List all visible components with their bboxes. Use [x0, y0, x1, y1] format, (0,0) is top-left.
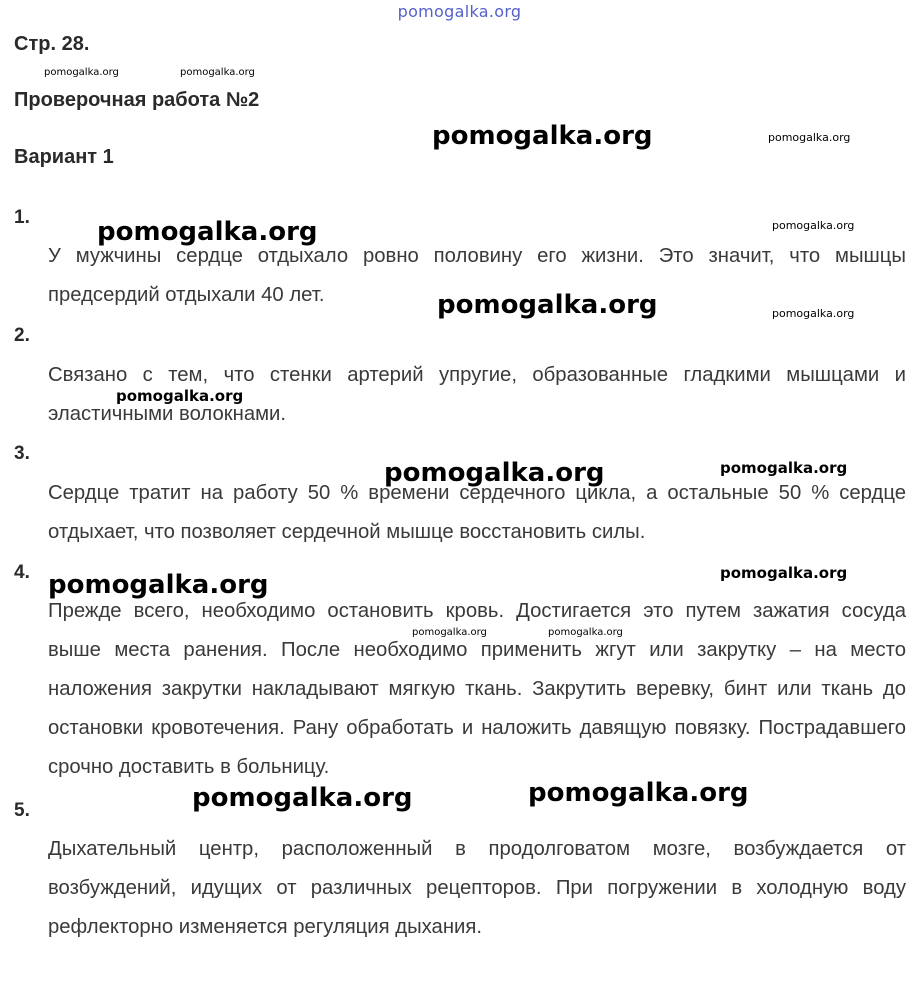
- watermark: pomogalka.org: [720, 459, 848, 477]
- answer-text: Прежде всего, необходимо остановить кровь. Достигается это путем зажатия сосуда выше места ранения. После необходимо применить жгут или закрутку – на место наложения закрутки накладывают мягкую ткань. Закрутить веревку, бинт или ткань до остановки кровотечения. Рану обработать и наложить давящую повязку. Пострадавшего срочно доставить в больницу.: [48, 600, 906, 778]
- watermark: pomogalka.org: [772, 219, 855, 232]
- variant-label: Вариант 1: [14, 146, 114, 168]
- answer-text: У мужчины сердце отдыхало ровно половину его жизни. Это значит, что мышцы предсердий отдыхали 40 лет.: [48, 245, 906, 306]
- watermark: pomogalka.org: [116, 387, 244, 405]
- question-number: 4.: [14, 562, 30, 583]
- answer-text: Связано с тем, что стенки артерий упругие, образованные гладкими мышцами и эластичными волокнами.: [48, 364, 906, 425]
- page-title: Проверочная работа №2: [14, 89, 260, 111]
- watermark: pomogalka.org: [44, 67, 119, 78]
- watermark: pomogalka.org: [768, 131, 851, 144]
- page-reference: Стр. 28.: [14, 33, 90, 55]
- watermark: pomogalka.org: [437, 290, 658, 320]
- watermark: pomogalka.org: [48, 570, 269, 600]
- watermark: pomogalka.org: [192, 783, 413, 813]
- watermark: pomogalka.org: [528, 778, 749, 808]
- watermark: pomogalka.org: [412, 627, 487, 638]
- question-number: 3.: [14, 443, 30, 464]
- watermark: pomogalka.org: [720, 564, 848, 582]
- watermark: pomogalka.org: [97, 217, 318, 247]
- watermark: pomogalka.org: [772, 307, 855, 320]
- question-number: 2.: [14, 325, 30, 346]
- watermark: pomogalka.org: [432, 121, 653, 151]
- question-number: 5.: [14, 800, 30, 821]
- answer-text: Дыхательный центр, расположенный в продолговатом мозге, возбуждается от возбуждений, идущих от различных рецепторов. При погружении в холодную воду рефлекторно изменяется регуляция дыхания.: [48, 838, 906, 938]
- watermark: pomogalka.org: [548, 627, 623, 638]
- top-watermark: pomogalka.org: [397, 2, 522, 21]
- watermark: pomogalka.org: [180, 67, 255, 78]
- question-number: 1.: [14, 207, 30, 228]
- watermark: pomogalka.org: [384, 458, 605, 488]
- answer-text: Сердце тратит на работу 50 % времени сердечного цикла, а остальные 50 % сердце отдыхает, что позволяет сердечной мышце восстановить силы.: [48, 482, 906, 543]
